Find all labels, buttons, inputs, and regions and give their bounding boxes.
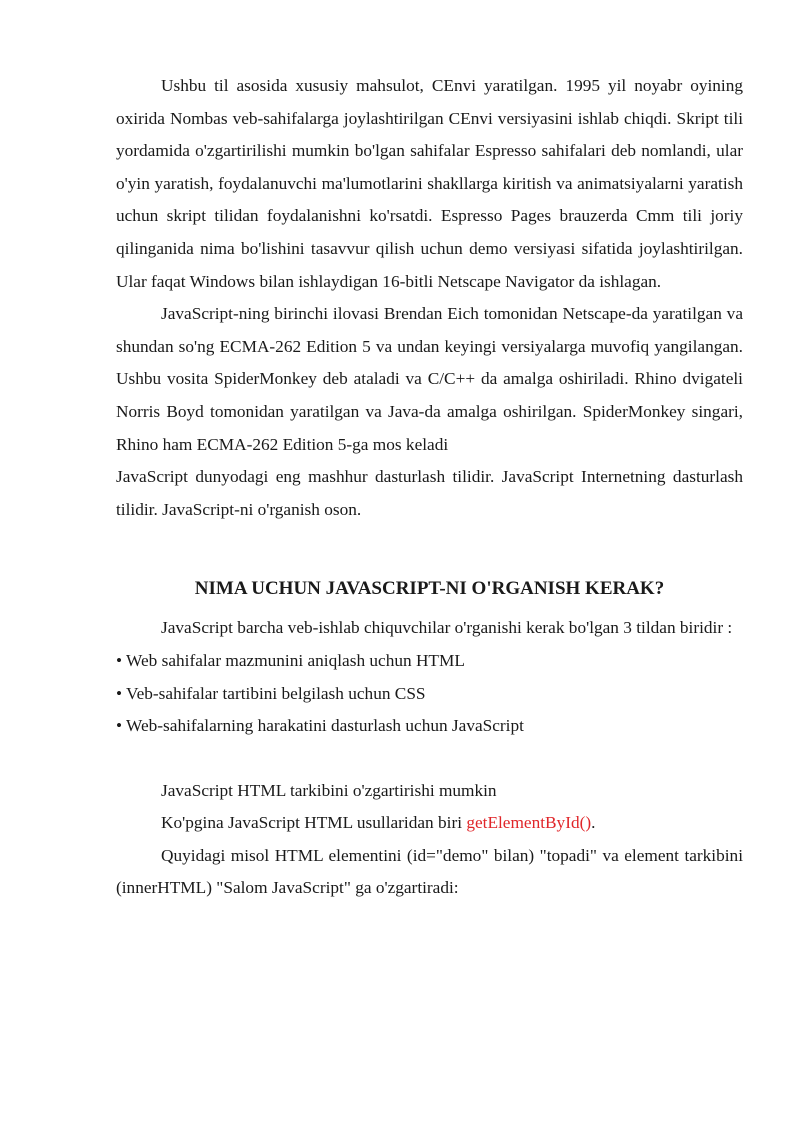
paragraph-intro: JavaScript barcha veb-ishlab chiquvchilar o'rganishi kerak bo'lgan 3 tildan biridir : [161, 618, 733, 638]
section-heading: NIMA UCHUN JAVASCRIPT-NI O'RGANISH KERAK? [194, 578, 665, 600]
bullet-item-css: • Veb-sahifalar tartibini belgilash uchun CSS [116, 683, 426, 703]
blank-line [116, 743, 743, 775]
paragraph-example: Quyidagi misol HTML elementini (id="demo" bilan) "topadi" va element tarkibini (innerHTML) "Salom JavaScript" ga o'zgartiradi: [116, 845, 743, 898]
bullet-item-html: • Web sahifalar mazmunini aniqlash uchun HTML [116, 650, 465, 670]
methods-text: Ko'pgina JavaScript HTML usullaridan biri [161, 813, 467, 833]
methods-period: . [591, 813, 596, 833]
paragraph-methods [116, 807, 743, 840]
paragraph-cenvi-history: Ushbu til asosida xususiy mahsulot, CEnvi yaratilgan. 1995 yil noyabr oyining oxirida Nombas veb-sahifalarga joylashtirilgan CEnvi versiyasini ishlab chiqdi. Skript tili yordamida o'zgartirilishi mumkin bo'lgan sahifalar Espresso sahifalari deb nomlandi, ular o'yin yaratish, foydalanuvchi ma'lumotlarini shakllarga kiritish va animatsiyalarni yaratish uchun skript tilidan foydalanishni ko'rsatdi. Espresso Pages brauzerda Cmm tili joriy qilinganida nima bo'lishini tasavvur qilish uchun demo versiyasi sifatida joylashtirilgan. Ular faqat Windows bilan ishlaydigan 16-bitli Netscape Navigator da ishlagan. [116, 76, 743, 291]
document-page [116, 70, 743, 905]
paragraph-first-implementation: JavaScript-ning birinchi ilovasi Brendan Eich tomonidan Netscape-da yaratilgan va shundan so'ng ECMA-262 Edition 5 va undan keyingi versiyalarga muvofiq yangilangan. Ushbu vosita SpiderMonkey deb ataladi va C/C++ da amalga oshiriladi. Rhino dvigateli Norris Boyd tomonidan yaratilgan va Java-da amalga oshirilgan. SpiderMonkey singari, Rhino ham ECMA-262 Edition 5-ga mos keladi [116, 304, 743, 454]
paragraph-popularity: JavaScript dunyodagi eng mashhur dasturlash tilidir. JavaScript Internetning dasturlash tilidir. JavaScript-ni o'rganish oson. [116, 467, 743, 519]
code-getelementbyid: getElementById() [466, 813, 592, 833]
paragraph-change-html: JavaScript HTML tarkibini o'zgartirishi mumkin [161, 780, 497, 800]
bullet-item-javascript: • Web-sahifalarning harakatini dasturlash uchun JavaScript [116, 716, 524, 736]
